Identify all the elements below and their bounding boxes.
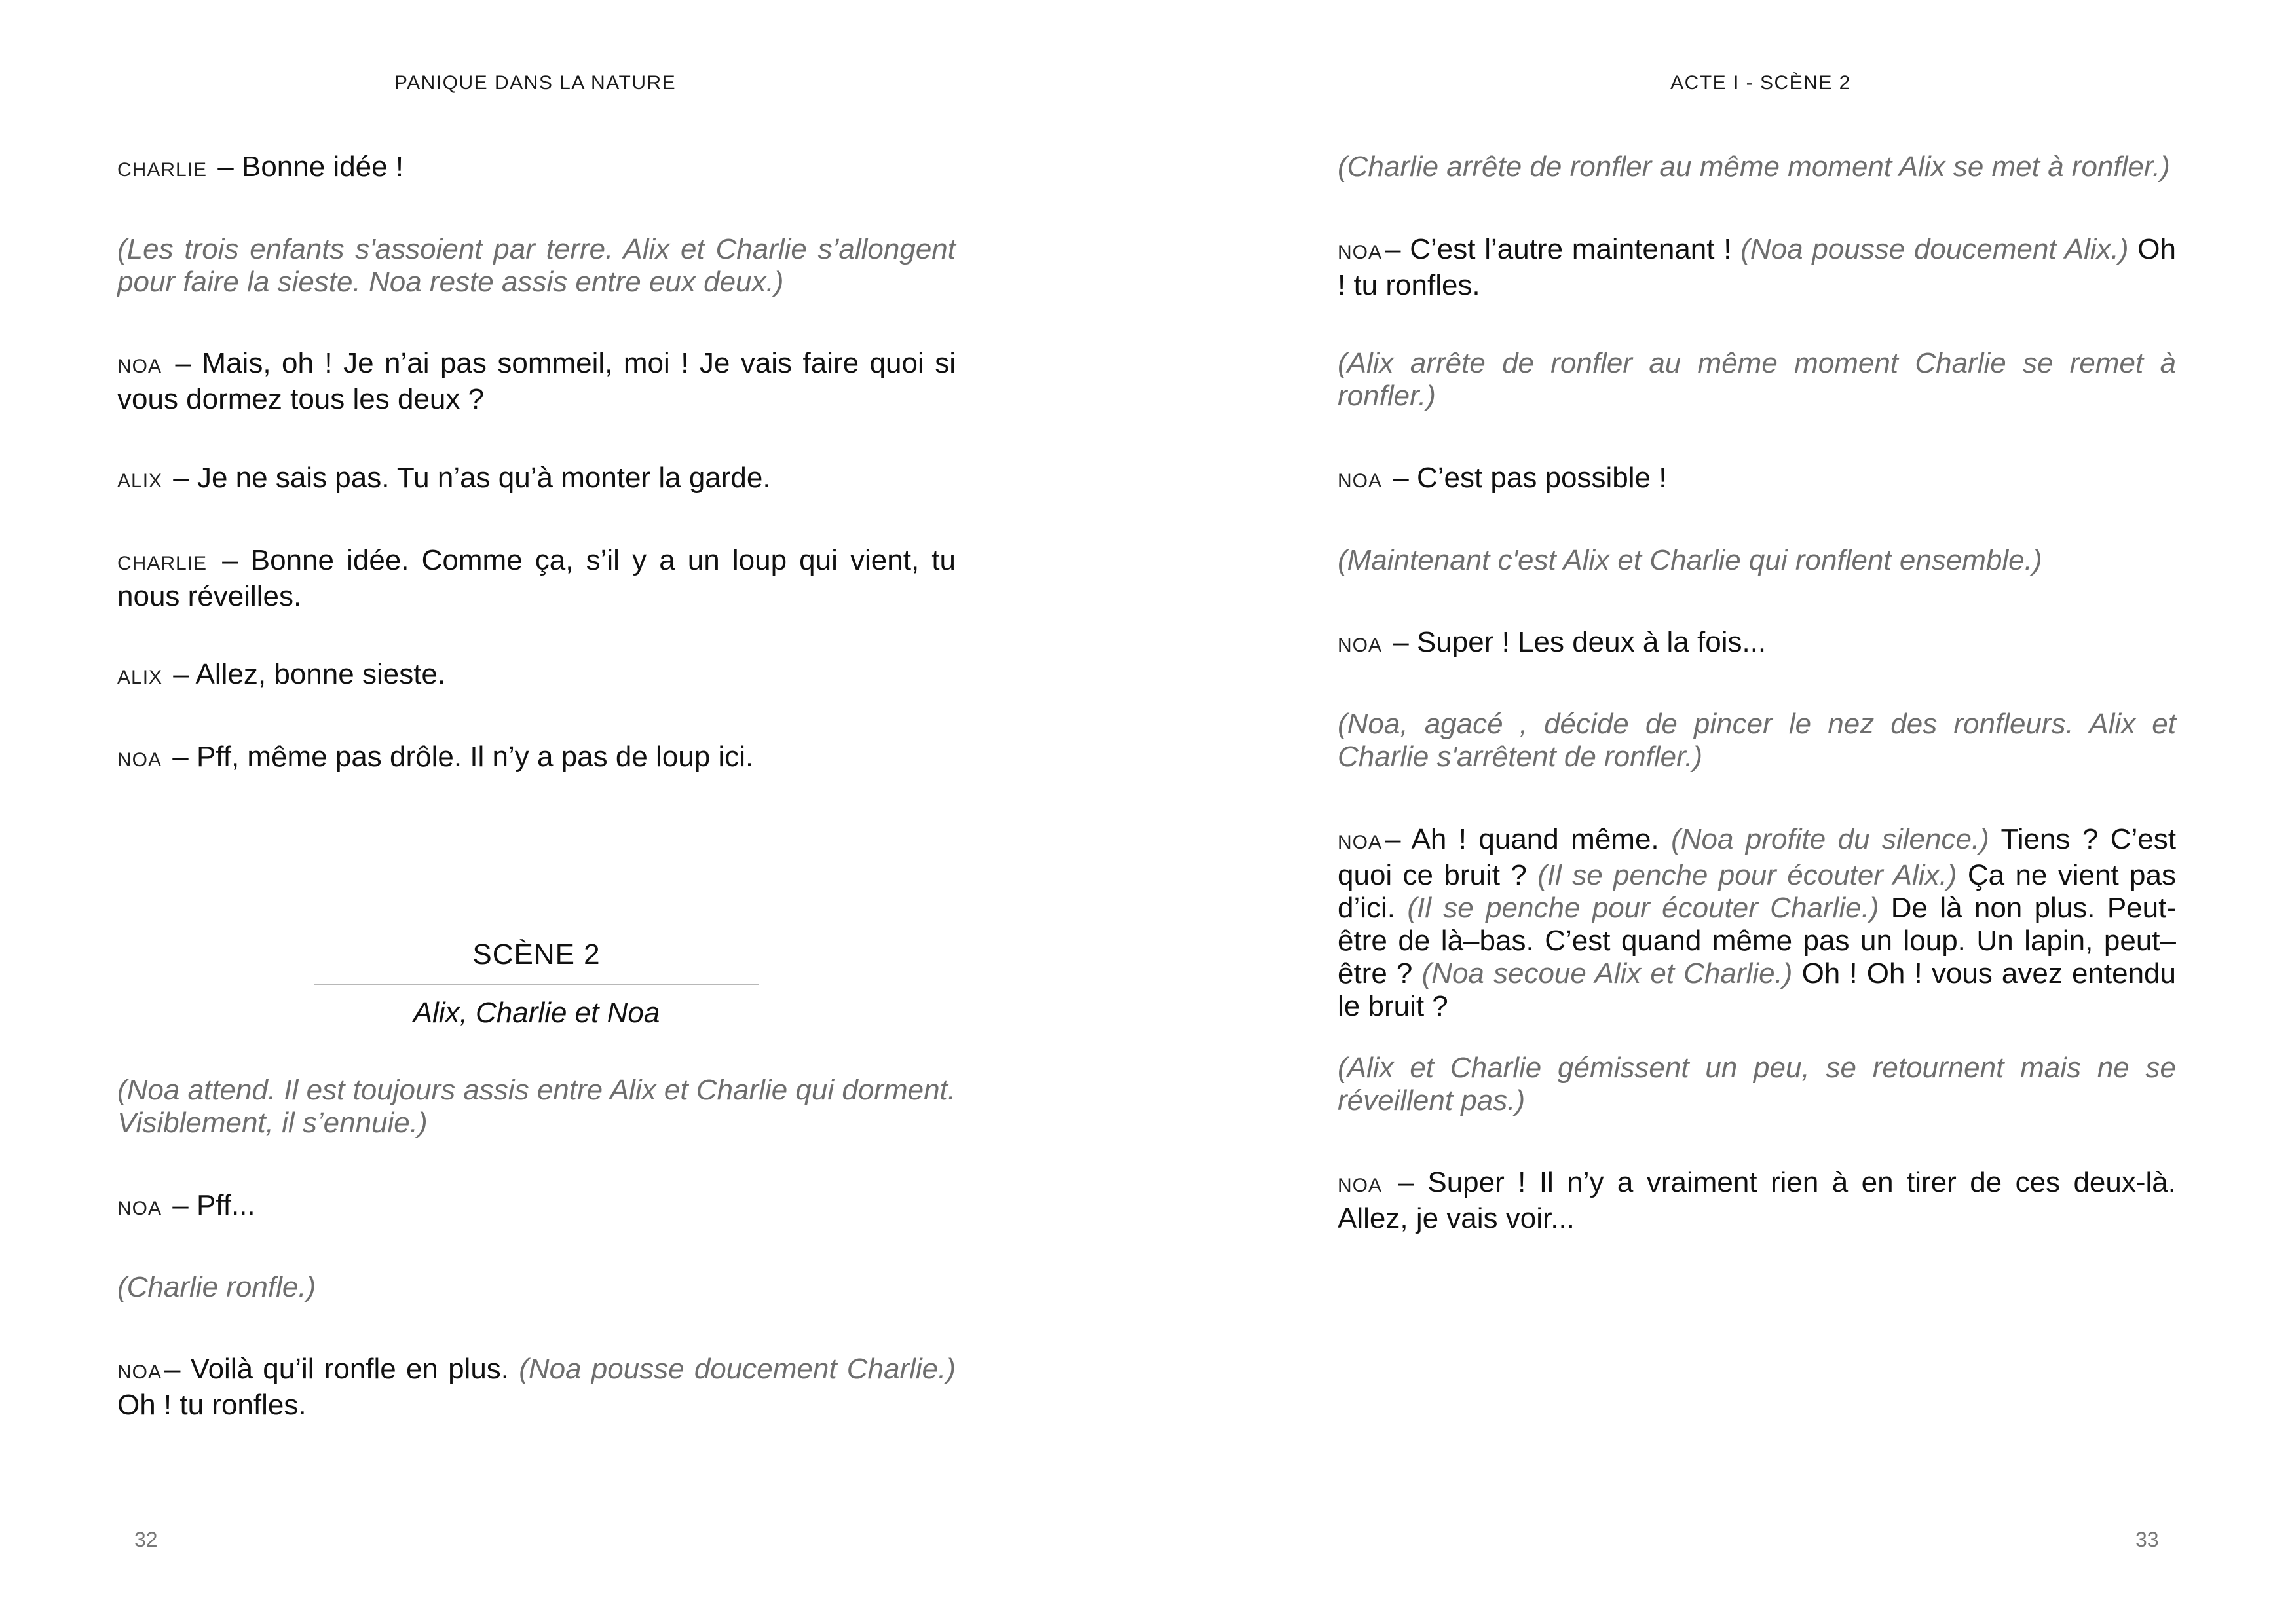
dialogue-line	[1338, 462, 2176, 498]
line-text: Oh ! tu ronfles.	[117, 1389, 307, 1421]
speaker-name: NOA	[1338, 1175, 1383, 1196]
speaker-name: NOA	[1338, 242, 1383, 263]
speaker-name: NOA	[117, 749, 162, 771]
line-text: – Allez, bonne sieste.	[173, 658, 446, 690]
line-text: – Super ! Il n’y a vraiment rien à en tirer de ces deux-là. Allez, je vais voir...	[1338, 1166, 2177, 1234]
stage-direction: (Les trois enfants s'assoient par terre. Alix et Charlie s’allongent pour faire la sieste. Noa reste assis entre eux deux.)	[117, 233, 956, 298]
page-number: 33	[2135, 1528, 2159, 1551]
dialogue-line	[117, 741, 956, 777]
stage-direction: (Charlie arrête de ronfler au même moment Alix se met à ronfler.)	[1338, 151, 2170, 183]
line-text: – Pff, même pas drôle. Il n’y a pas de loup ici.	[172, 741, 754, 773]
inline-direction: (Noa pousse doucement Alix.)	[1740, 233, 2129, 265]
line-text: – C’est pas possible !	[1393, 462, 1667, 494]
line-text: Ça ne vient pas d’ici.	[1338, 859, 2176, 924]
dialogue-line	[1338, 626, 2176, 662]
inline-direction: (Il se penche pour écouter Charlie.)	[1407, 892, 1879, 924]
speaker-name: NOA	[117, 1361, 162, 1383]
running-head: PANIQUE DANS LA NATURE	[394, 72, 677, 94]
line-text: – Voilà qu’il ronfle en plus.	[164, 1353, 519, 1385]
line-text: Oh ! Oh ! vous avez entendu le bruit ?	[1338, 957, 2176, 1022]
line-text: – Mais, oh ! Je n’ai pas sommeil, moi ! Je vais faire quoi si vous dormez tous les deux ?	[117, 347, 956, 415]
line-text: – C’est l’autre maintenant !	[1385, 233, 1741, 265]
scene-title: SCÈNE 2	[314, 935, 759, 985]
dialogue-line	[117, 544, 956, 613]
scene-heading	[314, 935, 759, 1029]
line-text: – Je ne sais pas. Tu n’as qu’à monter la garde.	[173, 462, 771, 494]
dialogue-line	[117, 1353, 956, 1422]
scene-cast: Alix, Charlie et Noa	[413, 997, 660, 1029]
page-number: 32	[134, 1528, 158, 1551]
line-text: Tiens ? C’est quoi ce bruit ?	[1338, 823, 2176, 891]
dialogue-line	[117, 151, 956, 187]
stage-direction: (Maintenant c'est Alix et Charlie qui ronflent ensemble.)	[1338, 544, 2042, 576]
stage-direction: (Charlie ronfle.)	[117, 1271, 316, 1303]
speaker-name: NOA	[1338, 635, 1383, 656]
dialogue-line	[1338, 823, 2176, 1023]
speaker-name: CHARLIE	[117, 159, 208, 181]
line-text: – Bonne idée !	[217, 151, 404, 183]
speaker-name: NOA	[117, 356, 162, 377]
stage-direction: (Noa, agacé , décide de pincer le nez des ronfleurs. Alix et Charlie s'arrêtent de ronfler.)	[1338, 708, 2176, 773]
right-page	[1145, 0, 2290, 1624]
inline-direction: (Noa pousse doucement Charlie.)	[519, 1353, 956, 1385]
line-text: – Bonne idée. Comme ça, s’il y a un loup qui vient, tu nous réveilles.	[117, 544, 956, 612]
dialogue-line	[117, 347, 956, 416]
speaker-name: ALIX	[117, 470, 163, 492]
speaker-name: NOA	[1338, 832, 1383, 853]
dialogue-line	[117, 462, 956, 498]
line-text: Oh ! tu ronfles.	[1338, 233, 2176, 301]
dialogue-line	[1338, 233, 2176, 302]
line-text: De là non plus. Peut-être de là–bas. C’est quand même pas un loup. Un lapin, peut–être ?	[1338, 892, 2176, 989]
speaker-name: CHARLIE	[117, 553, 208, 574]
line-text: – Super ! Les deux à la fois...	[1393, 626, 1767, 658]
speaker-name: ALIX	[117, 667, 163, 688]
dialogue-line	[117, 1189, 956, 1225]
speaker-name: NOA	[117, 1198, 162, 1219]
speaker-name: NOA	[1338, 470, 1383, 492]
line-text: – Ah ! quand même.	[1385, 823, 1672, 855]
inline-direction: (Noa profite du silence.)	[1671, 823, 1989, 855]
dialogue-line	[117, 658, 956, 694]
line-text: – Pff...	[172, 1189, 255, 1221]
stage-direction: (Alix arrête de ronfler au même moment Charlie se remet à ronfler.)	[1338, 347, 2176, 412]
stage-direction: (Noa attend. Il est toujours assis entre Alix et Charlie qui dorment. Visiblement, il s’ennuie.)	[117, 1074, 956, 1139]
inline-direction: (Il se penche pour écouter Alix.)	[1537, 859, 1957, 891]
stage-direction: (Alix et Charlie gémissent un peu, se retournent mais ne se réveillent pas.)	[1338, 1052, 2176, 1116]
dialogue-line	[1338, 1166, 2176, 1235]
inline-direction: (Noa secoue Alix et Charlie.)	[1421, 957, 1793, 989]
running-head: ACTE I - SCÈNE 2	[1670, 72, 1851, 94]
